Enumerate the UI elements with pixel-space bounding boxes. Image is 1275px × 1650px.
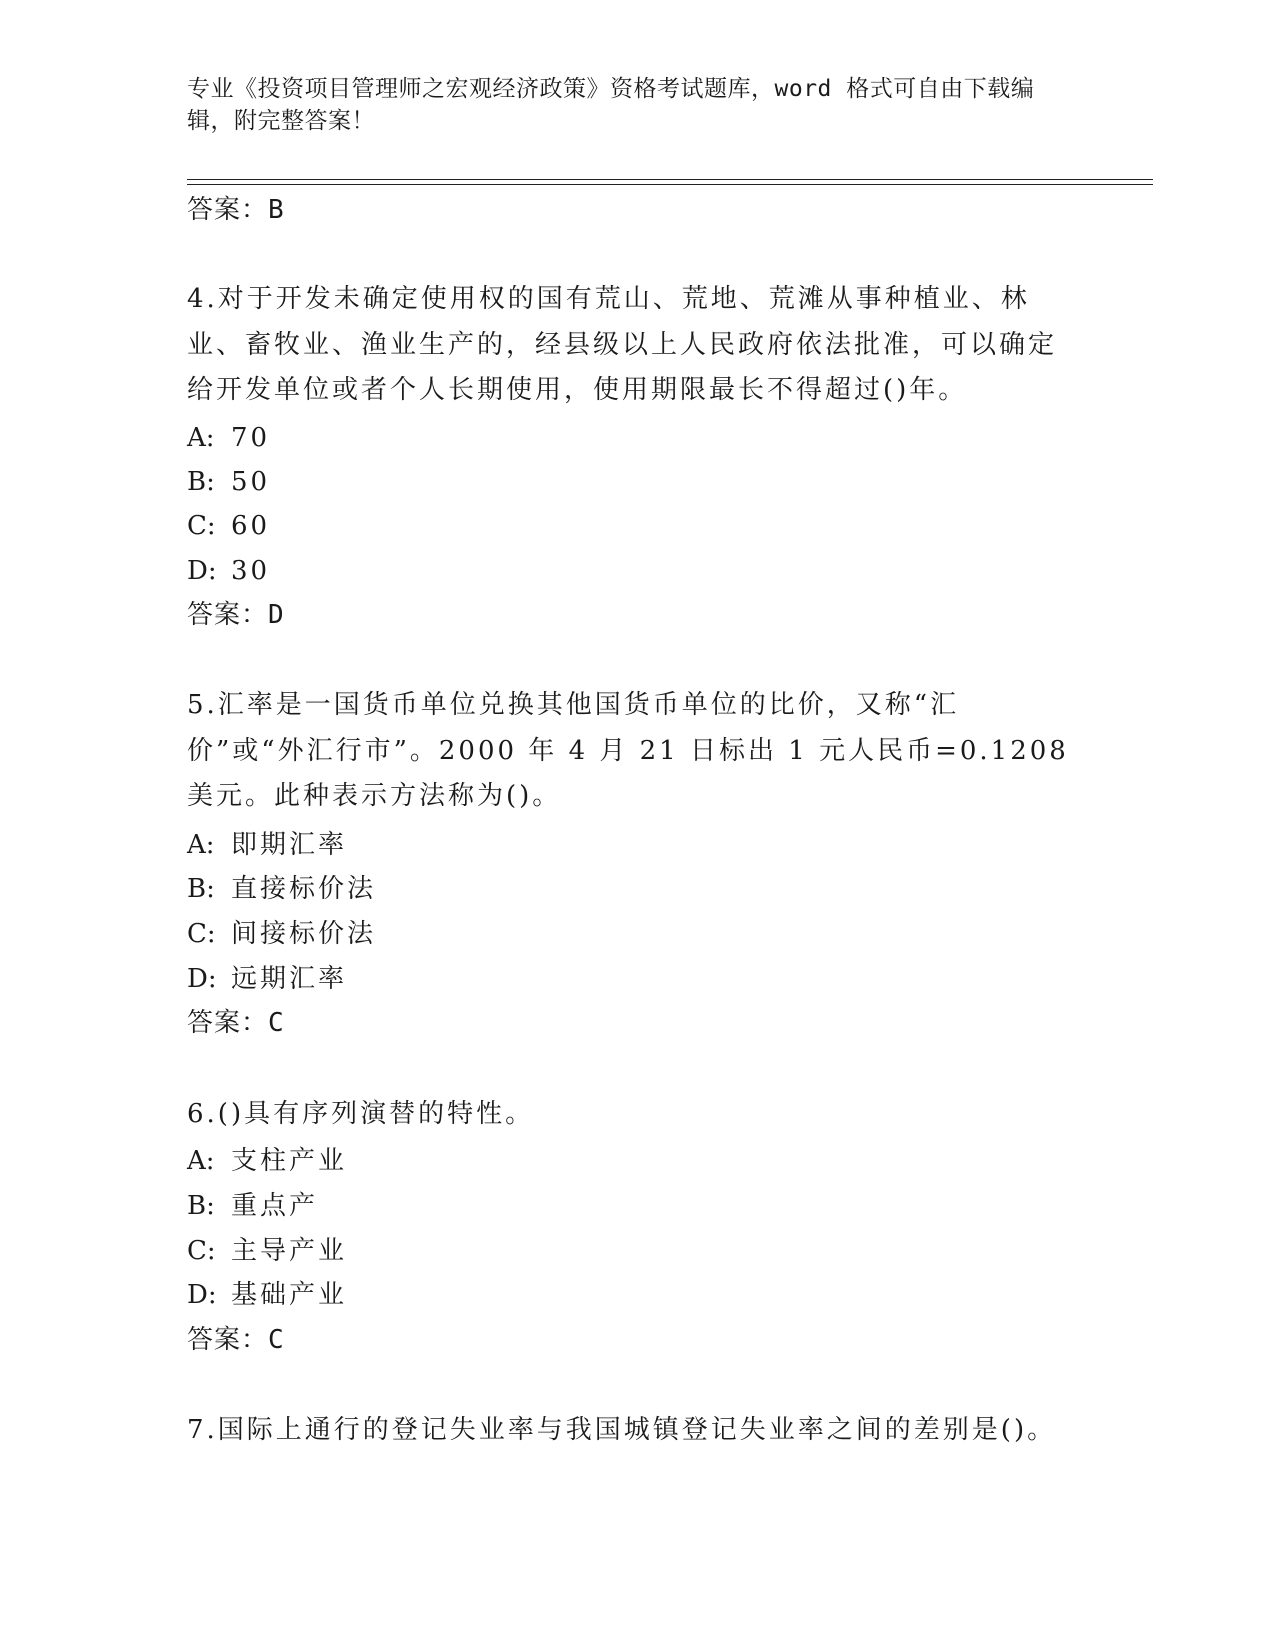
- option-letter: A:: [187, 423, 215, 453]
- option-text: 基础产业: [231, 1280, 348, 1310]
- q6-option-b: [187, 1189, 318, 1223]
- q4-option-a: [187, 421, 270, 455]
- option-text: 直接标价法: [231, 874, 377, 904]
- q5-answer: 答案：C: [187, 1008, 285, 1038]
- header-rule-top: [187, 179, 1153, 180]
- option-text: 重点产: [231, 1191, 319, 1221]
- q4-answer: 答案：D: [187, 600, 285, 630]
- document-header: 专业《投资项目管理师之宏观经济政策》资格考试题库，word 格式可自由下载编辑，附完整答案！: [187, 76, 1035, 134]
- option-text: 50: [231, 467, 271, 497]
- question-5-text: 5.汇率是一国货币单位兑换其他国货币单位的比价，又称“汇价”或“外汇行市”。2000 年 4 月 21 日标出 1 元人民币=0.1208 美元。此种表示方法称为()。: [187, 690, 1069, 811]
- option-letter: D:: [187, 556, 217, 586]
- q6-option-d: [187, 1278, 347, 1312]
- question-4-text: 4.对于开发未确定使用权的国有荒山、荒地、荒滩从事种植业、林业、畜牧业、渔业生产的，经县级以上人民政府依法批准，可以确定给开发单位或者个人长期使用，使用期限最长不得超过()年。: [187, 284, 1058, 405]
- option-letter: B:: [187, 1191, 215, 1221]
- option-text: 即期汇率: [231, 830, 348, 860]
- question-7-text: 7.国际上通行的登记失业率与我国城镇登记失业率之间的差别是()。: [187, 1415, 1057, 1445]
- q5-option-a: [187, 828, 347, 862]
- option-letter: A:: [187, 1146, 215, 1176]
- option-text: 远期汇率: [231, 964, 348, 994]
- option-text: 主导产业: [231, 1236, 348, 1266]
- q5-option-b: [187, 872, 376, 906]
- q5-option-c: [187, 917, 376, 951]
- option-letter: C:: [187, 919, 216, 949]
- option-letter: B:: [187, 874, 215, 904]
- q6-option-a: [187, 1144, 347, 1178]
- option-text: 间接标价法: [231, 919, 377, 949]
- q5-option-d: [187, 962, 347, 996]
- q4-option-d: [187, 554, 270, 588]
- option-text: 30: [231, 556, 271, 586]
- option-letter: D:: [187, 1280, 217, 1310]
- q6-answer: 答案：C: [187, 1325, 285, 1355]
- option-letter: B:: [187, 467, 215, 497]
- option-text: 支柱产业: [231, 1146, 348, 1176]
- option-text: 70: [231, 423, 271, 453]
- option-letter: D:: [187, 964, 217, 994]
- option-letter: A:: [187, 830, 215, 860]
- q4-option-c: [187, 509, 270, 543]
- option-letter: C:: [187, 1236, 216, 1266]
- option-text: 60: [231, 511, 271, 541]
- q6-option-c: [187, 1234, 347, 1268]
- q4-option-b: [187, 465, 270, 499]
- option-letter: C:: [187, 511, 216, 541]
- question-6-text: 6.()具有序列演替的特性。: [187, 1099, 535, 1129]
- answer-line: 答案：B: [187, 195, 285, 225]
- header-rule-bottom: [187, 184, 1153, 185]
